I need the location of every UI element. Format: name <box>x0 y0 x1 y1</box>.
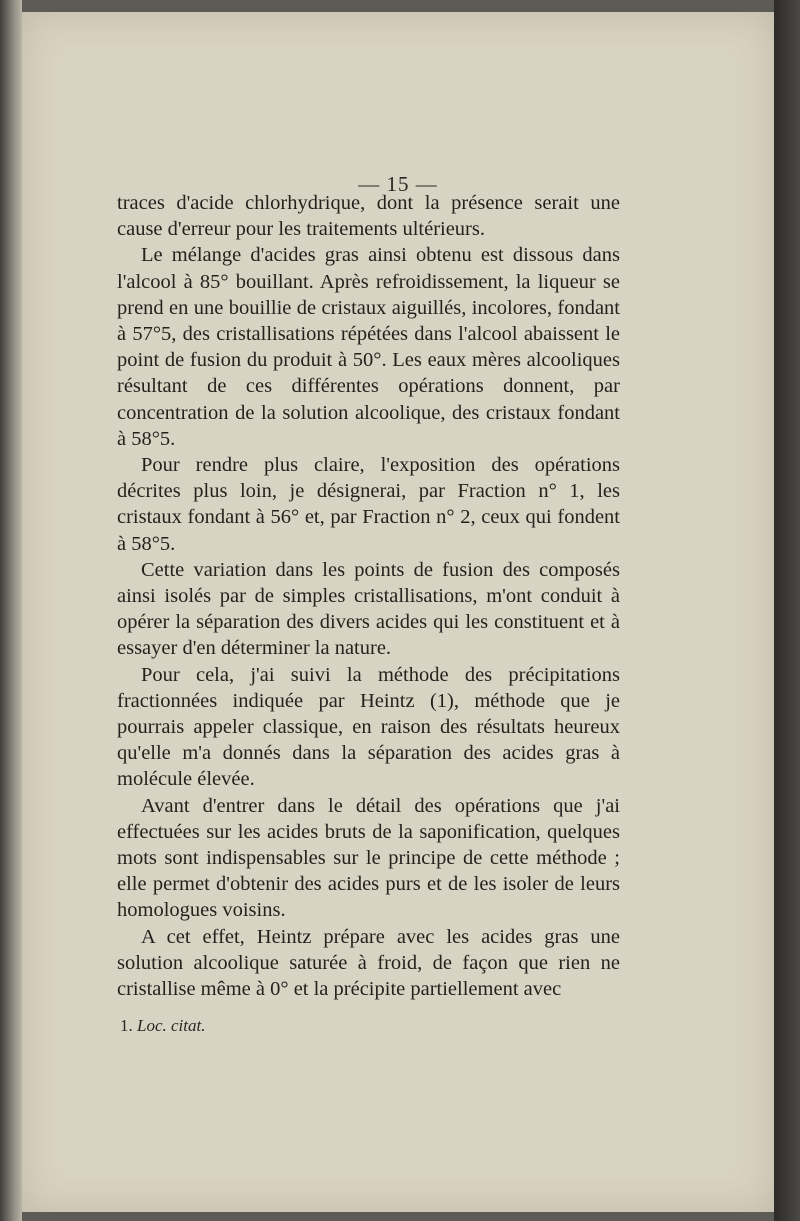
paragraph: Pour rendre plus claire, l'exposition des opérations décrites plus loin, je désignerai, par Fraction n° 1, les cristaux fondant à 56° et, par Fraction n° 2, ceux qui fondent à 58°5. <box>117 454 620 555</box>
paragraph: Pour cela, j'ai suivi la méthode des précipitations fractionnées indiquée par Heintz (1), méthode que je pourrais appeler classique, en raison des résultats heureux qu'elle m'a donnés dans la séparation des acides gras à molécule élevée. <box>117 663 620 791</box>
paragraph: Avant d'entrer dans le détail des opérations que j'ai effectuées sur les acides bruts de la saponification, quelques mots sont indispensables sur le principe de cette méthode ; elle permet d'obtenir des acides purs et de les isoler de leurs homologues voisins. <box>117 794 620 922</box>
paragraph: Le mélange d'acides gras ainsi obtenu est dissous dans l'alcool à 85° bouillant. Après refroidissement, la liqueur se prend en une bouillie de cristaux aiguillés, incolores, fondant à 57°5, des cristallisations répétées dans l'alcool abaissent le point de fusion du produit à 50°. Les eaux mères alcooliques résultant de ces différentes opérations donnent, par concentration de la solution alcoolique, des cristaux fondant à 58°5. <box>117 244 620 450</box>
footnote-number: 1. <box>120 1016 133 1035</box>
paragraph: traces d'acide chlorhydrique, dont la présence serait une cause d'erreur pour les traitements ultérieurs. <box>117 192 620 241</box>
paragraph: A cet effet, Heintz prépare avec les acides gras une solution alcoolique saturée à froid, de façon que rien ne cristallise même à 0° et la précipite partiellement avec <box>117 925 620 1001</box>
body-text <box>117 190 620 1002</box>
footnote-text: Loc. citat. <box>137 1016 206 1035</box>
left-page-edge <box>0 0 22 1221</box>
footnote <box>120 1016 620 1036</box>
page-number: — 15 — <box>358 172 438 196</box>
paragraph: Cette variation dans les points de fusion des composés ainsi isolés par de simples cristallisations, m'ont conduit à opérer la séparation des divers acides qui les constituent et à essayer d'en déterminer la nature. <box>117 558 620 660</box>
right-page-edge <box>774 0 800 1221</box>
